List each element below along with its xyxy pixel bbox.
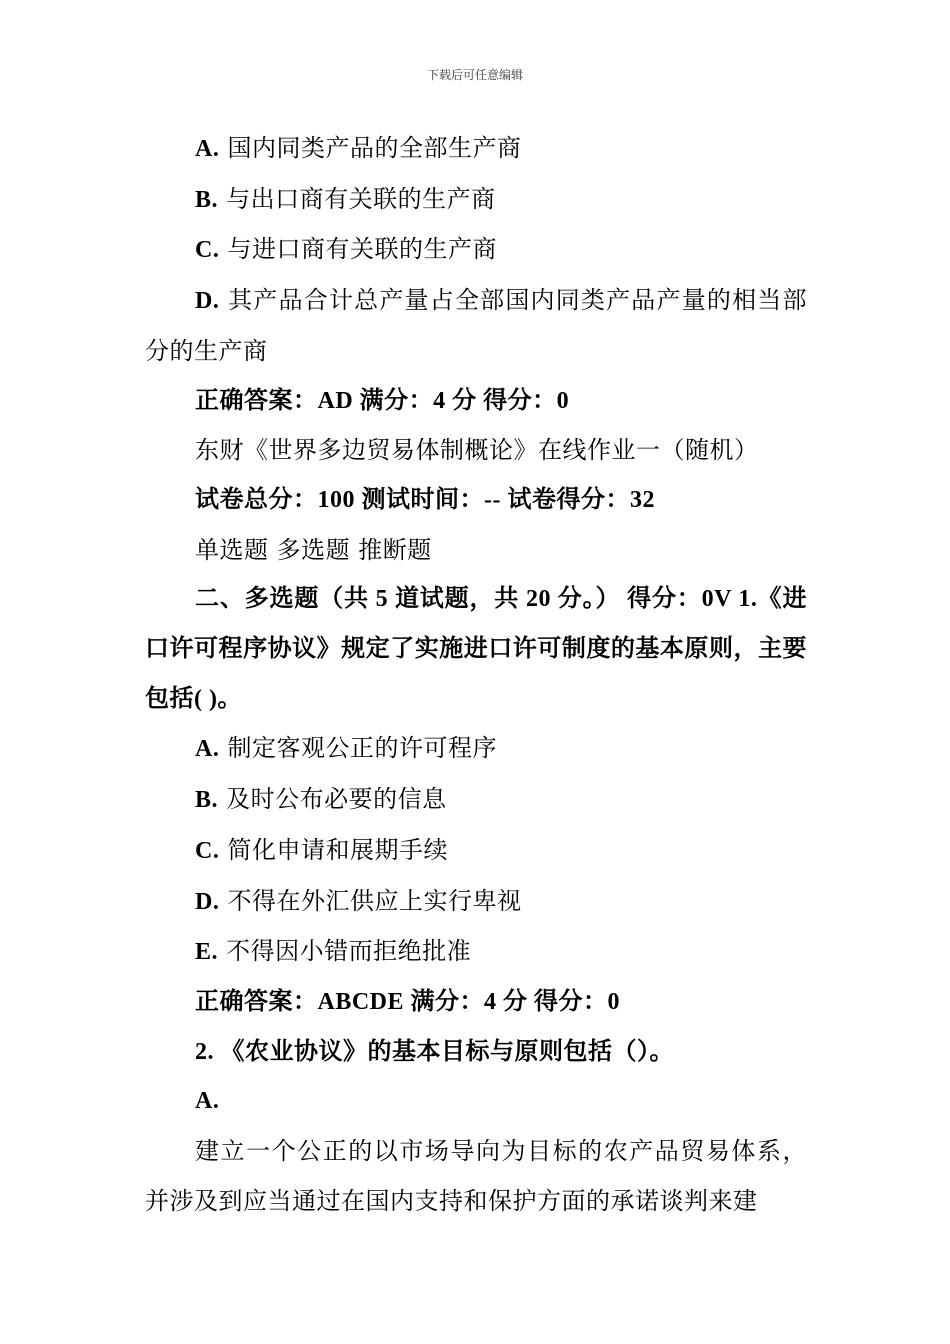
q1-option-b xyxy=(145,775,807,826)
q2-option-a-letter: A. xyxy=(195,1088,220,1115)
option-text: 其产品合计总产量占全部国内同类产品产量的相当部分的生产商 xyxy=(145,286,807,365)
assignment-summary: 试卷总分：100 测试时间：-- 试卷得分：32 xyxy=(195,486,655,513)
option-letter: A. xyxy=(195,736,220,763)
prev-option-c xyxy=(145,225,807,276)
option-text: 简化申请和展期手续 xyxy=(227,835,448,864)
option-text: 及时公布必要的信息 xyxy=(226,785,447,814)
page-header-note: 下载后可任意编辑 xyxy=(426,68,523,82)
q1-option-a xyxy=(145,724,807,775)
q1-option-d xyxy=(145,877,807,928)
option-text: 与进口商有关联的生产商 xyxy=(227,235,497,264)
q2-question: 2. 《农业协议》的基本目标与原则包括（）。 xyxy=(195,1038,674,1065)
option-letter: C. xyxy=(195,837,220,864)
question-type-tabs: 单选题 多选题 推断题 xyxy=(195,535,432,564)
option-letter: E. xyxy=(195,939,219,966)
section-heading: 二、多选题（共 5 道试题，共 20 分。） 得分：0V 1.《进口许可程序协议》规定了实施进口许可制度的基本原则，主要包括( )。 xyxy=(145,586,807,712)
option-text: 不得在外汇供应上实行卑视 xyxy=(227,886,522,915)
option-text: 与出口商有关联的生产商 xyxy=(226,184,496,213)
assignment-title: 东财《世界多边贸易体制概论》在线作业一（随机） xyxy=(195,436,759,465)
option-text: 制定客观公正的许可程序 xyxy=(227,734,497,763)
q1-option-e xyxy=(145,927,807,978)
document-body xyxy=(145,124,807,1226)
option-letter: D. xyxy=(195,288,220,315)
option-letter: D. xyxy=(195,888,220,915)
prev-option-d xyxy=(145,276,807,376)
q2-option-a-text: 建立一个公正的以市场导向为目标的农产品贸易体系，并涉及到应当通过在国内支持和保护方面的承诺谈判来建 xyxy=(145,1137,807,1215)
q1-answer-line: 正确答案：ABCDE 满分：4 分 得分：0 xyxy=(195,988,621,1015)
option-letter: B. xyxy=(195,787,219,814)
option-letter: B. xyxy=(195,186,219,213)
prev-option-a xyxy=(145,124,807,175)
option-letter: A. xyxy=(195,136,220,162)
option-letter: C. xyxy=(195,237,220,264)
q1-option-c xyxy=(145,826,807,877)
prev-answer-line: 正确答案：AD 满分：4 分 得分：0 xyxy=(195,387,570,414)
prev-option-b xyxy=(145,175,807,226)
option-text: 不得因小错而拒绝批准 xyxy=(226,937,472,966)
option-text: 国内同类产品的全部生产商 xyxy=(227,134,522,162)
